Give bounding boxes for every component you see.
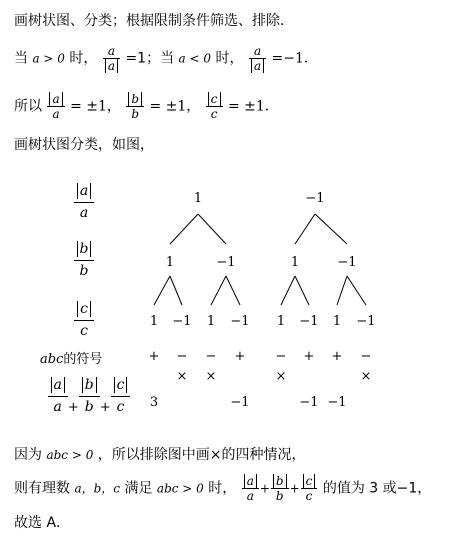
tree-level3-node: −1: [299, 314, 319, 329]
fraction-abs-c-over-c-2: $\frac{c}{c}$: [301, 474, 318, 503]
line-conclusion: 则有理数 a，b，c 满足 abc > 0 时， $\frac{a}{a}$ + $\frac{b}{b}$ + $\frac{c}{c}$ 的值为 3 或−1，: [14, 474, 432, 503]
vars-abc: a，b，c: [74, 481, 121, 496]
eq-minus-one-text: =−1．: [271, 50, 318, 67]
cond-abc-positive-1: abc > 0: [46, 448, 94, 462]
tree-branch: [315, 214, 347, 244]
tree-level3-node: 1: [206, 314, 216, 329]
sum-value: 3: [149, 395, 159, 410]
exclude-text: ，所以排除图中画×的四种情况，: [97, 447, 306, 463]
line-draw-tree: 画树状图分类，如图，: [14, 137, 154, 153]
tree-level3-node: −1: [356, 314, 376, 329]
tree-level2-node: −1: [216, 255, 236, 270]
tree-branch: [198, 214, 226, 244]
row-label-sign: abc的符号: [40, 352, 103, 367]
eq-one-text: =1；当: [125, 50, 175, 67]
cross-mark: ×: [205, 369, 217, 384]
rational-text: 则有理数: [14, 480, 70, 497]
sum-value: −1: [327, 395, 347, 410]
tree-level2-node: 1: [165, 255, 175, 270]
tree-branch: [337, 276, 347, 305]
row-label-abs-a-over-a: $\frac{a}{a}$: [70, 180, 98, 223]
value-result-text: 的值为 3 或−1，: [322, 480, 432, 497]
sum-value: −1: [299, 395, 319, 410]
sum-value: −1: [230, 395, 250, 410]
sign-cell: −: [176, 349, 188, 364]
cond-a-positive: a > 0: [32, 51, 65, 66]
because-text: 因为: [14, 447, 42, 463]
when-text-1: 当: [14, 50, 28, 67]
tree-level3-node: 1: [149, 314, 159, 329]
tree-level3-node: 1: [332, 314, 342, 329]
sign-cell: −: [360, 349, 372, 364]
sign-cell: −: [205, 349, 217, 364]
time-text-2: 时，: [215, 50, 244, 67]
tree-branch: [211, 276, 226, 305]
tree-branch: [347, 276, 366, 305]
so-text: 所以: [14, 98, 42, 115]
tree-branch: [170, 214, 198, 244]
sign-cell: +: [303, 349, 315, 364]
row-label-sum-expression: $\frac{a}{a}$ + $\frac{b}{b}$ + $\frac{c}{c}$: [34, 374, 144, 417]
cross-mark: ×: [275, 369, 287, 384]
tree-level2-node: −1: [337, 255, 357, 270]
pm-one-3: = ±1．: [227, 98, 279, 115]
tree-branch: [295, 276, 309, 305]
cond-a-negative: a < 0: [178, 51, 212, 66]
sign-cell: +: [148, 349, 160, 364]
tree-branch: [281, 276, 295, 305]
fraction-abs-c-over-c: $\frac{c}{c}$: [206, 92, 223, 121]
fraction-abs-b-over-b: $\frac{b}{b}$: [126, 92, 144, 121]
time-text-1: 时，: [69, 50, 98, 67]
fraction-abs-a-over-a-2: $\frac{a}{a}$: [242, 474, 259, 503]
line-intro: 画树状图、分类；根据限制条件筛选、排除．: [14, 13, 294, 29]
time-text-3: 时，: [208, 480, 237, 497]
sign-cell: −: [275, 349, 287, 364]
cross-mark: ×: [360, 369, 372, 384]
cross-mark: ×: [176, 369, 188, 384]
pm-one-2: = ±1，: [149, 98, 201, 115]
cond-abc-positive-2: abc > 0: [156, 481, 204, 496]
tree-branch: [170, 276, 182, 305]
row-label-abs-b-over-b: $\frac{b}{b}$: [70, 238, 98, 281]
fraction-abs-a-over-a: $\frac{a}{a}$: [47, 92, 64, 121]
tree-level3-node: 1: [276, 314, 286, 329]
pm-one-1: = ±1，: [70, 98, 121, 115]
fraction-a-over-abs-a-2: $\frac{a}{a}$: [249, 44, 266, 73]
sign-cell: +: [234, 349, 246, 364]
tree-level2-node: 1: [290, 255, 300, 270]
satisfy-text: 满足: [124, 480, 153, 497]
tree-branch: [226, 276, 240, 305]
row-label-abs-c-over-c: $\frac{c}{c}$: [70, 298, 98, 341]
tree-root-node: −1: [305, 191, 325, 206]
line-because: [14, 446, 306, 464]
line-answer: 故选 A．: [14, 515, 71, 531]
tree-root-node: 1: [193, 191, 203, 206]
sign-cell: +: [331, 349, 343, 364]
tree-level3-node: −1: [230, 314, 250, 329]
tree-branch: [154, 276, 170, 305]
tree-branch: [295, 214, 315, 244]
fraction-abs-b-over-b-2: $\frac{b}{b}$: [271, 474, 289, 503]
tree-level3-node: −1: [172, 314, 192, 329]
fraction-a-over-abs-a-1: $\frac{a}{a}$: [103, 44, 120, 73]
